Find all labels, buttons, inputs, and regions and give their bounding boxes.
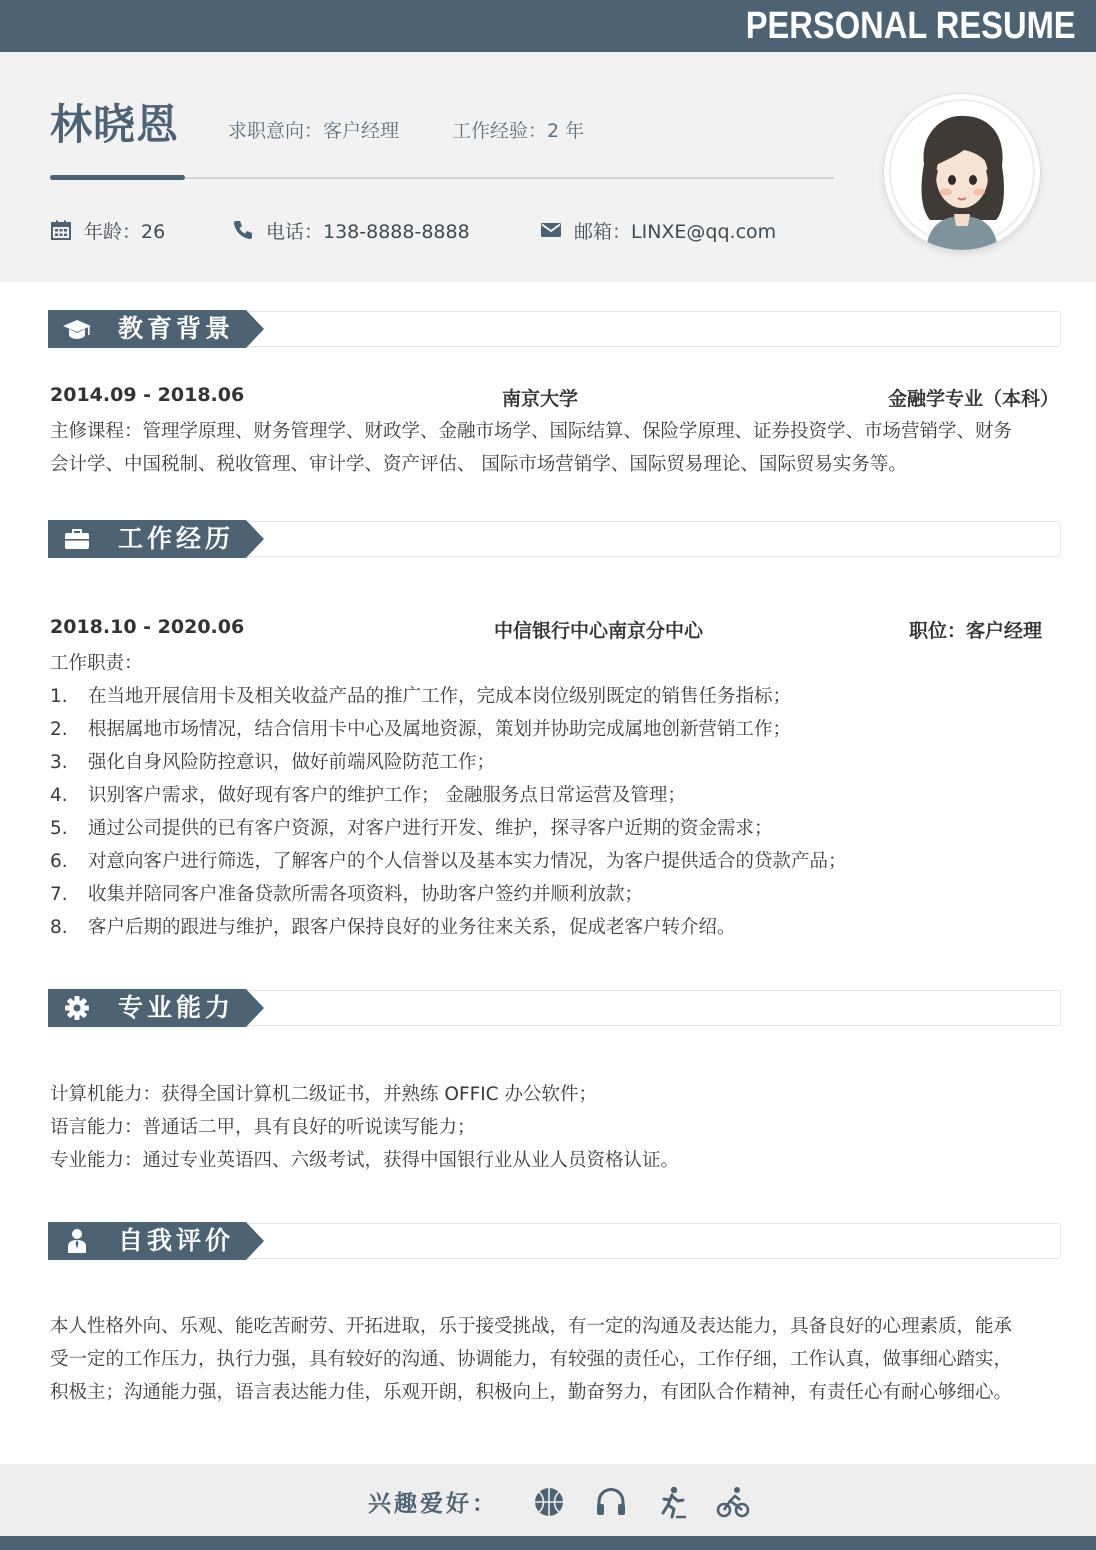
work-duties-label: 工作职责： [50,653,143,674]
hobbies-label: 兴趣爱好： [368,1491,498,1517]
work-experience-years: 工作经验：2 年 [452,120,585,142]
duty-number: 5. [50,818,68,839]
contact-email [540,216,776,244]
duty-number: 6. [50,851,68,872]
duty-number: 7. [50,884,68,905]
duty-text: 客户后期的跟进与维护，跟客户保持良好的业务往来关系，促成老客户转介绍。 [88,917,736,938]
skill-line: 专业能力：通过专业英语四、六级考试，获得中国银行业从业人员资格认证。 [50,1150,680,1171]
headphones-icon [594,1485,628,1519]
header-divider-accent [50,175,185,180]
duty-number: 8. [50,917,68,938]
self-eval-line: 本人性格外向、乐观、能吃苦耐劳、开拓进取，乐于接受挑战，有一定的沟通及表达能力，具备良好的心理素质，能承 [50,1316,1013,1337]
duty-text: 根据属地市场情况，结合信用卡中心及属地资源，策划并协助完成属地创新营销工作； [88,719,792,740]
education-school: 南京大学 [502,388,579,410]
duty-number: 2. [50,719,68,740]
duty-number: 4. [50,785,68,806]
duty-item [50,847,847,873]
work-company: 中信银行中心南京分中心 [494,620,704,642]
resume-title: PERSONAL RESUME [746,5,1076,47]
education-period: 2014.09 - 2018.06 [50,384,245,406]
duty-text: 强化自身风险防控意识，做好前端风险防范工作； [88,752,496,773]
work-position: 职位：客户经理 [909,620,1043,642]
basketball-icon [532,1485,566,1519]
phone-icon [232,219,254,241]
duty-text: 收集并陪同客户准备贷款所需各项资料，协助客户签约并顺利放款； [88,884,644,905]
education-courses-line: 主修课程：管理学原理、财务管理学、财政学、金融市场学、国际结算、保险学原理、证券投资学、市场营销学、财务 [50,421,1013,442]
mail-icon [540,219,562,241]
graduation-cap-icon [62,314,92,344]
duty-item [50,781,686,807]
self-eval-line: 受一定的工作压力，执行力强，具有较好的沟通、协调能力，有较强的责任心，工作仔细，工作认真，做事细心踏实， [50,1349,1013,1370]
section-title-work: 工作经历 [118,524,235,553]
briefcase-icon [62,524,92,554]
duty-item [50,913,736,939]
job-intent: 求职意向：客户经理 [228,120,400,142]
duty-item [50,880,643,906]
contact-age [50,216,165,244]
self-eval-line: 积极主；沟通能力强，语言表达能力佳，乐观开朗，积极向上，勤奋努力，有团队合作精神，有责任心有耐心够细心。 [50,1382,1013,1403]
avatar-illustration [884,94,1040,250]
duty-item [50,715,791,741]
work-period: 2018.10 - 2020.06 [50,616,245,638]
education-major: 金融学专业（本科） [888,388,1060,410]
duty-number: 1. [50,686,68,707]
contact-email-text: 邮箱：LINXE@qq.com [574,220,777,243]
duty-item [50,814,773,840]
section-title-education: 教育背景 [118,314,235,343]
duty-item [50,748,495,774]
duty-text: 在当地开展信用卡及相关收益产品的推广工作，完成本岗位级别既定的销售任务指标； [88,686,792,707]
cycling-icon [716,1485,750,1519]
avatar [884,94,1040,250]
duty-text: 识别客户需求，做好现有客户的维护工作； 金融服务点日常运营及管理； [88,785,686,806]
section-title-self-eval: 自我评价 [118,1226,235,1255]
duty-item [50,682,791,708]
person-icon [62,1226,92,1256]
section-title-skills: 专业能力 [118,993,235,1022]
footer-bar [0,1536,1096,1550]
skill-line: 语言能力：普通话二甲，具有良好的听说读写能力； [50,1117,476,1138]
candidate-name: 林晓恩 [50,100,180,149]
duty-text: 对意向客户进行筛选，了解客户的个人信誉以及基本实力情况，为客户提供适合的贷款产品； [88,851,847,872]
running-icon [656,1485,690,1519]
education-courses-line: 会计学、中国税制、税收管理、审计学、资产评估、 国际市场营销学、国际贸易理论、国际贸易实务等。 [50,454,907,475]
skill-line: 计算机能力：获得全国计算机二级证书，并熟练 OFFIC 办公软件； [50,1084,597,1105]
contact-phone-text: 电话：138-8888-8888 [266,220,470,243]
duty-text: 通过公司提供的已有客户资源，对客户进行开发、维护，探寻客户近期的资金需求； [88,818,773,839]
gear-icon [62,993,92,1023]
duty-number: 3. [50,752,68,773]
calendar-icon [50,219,72,241]
contact-age-text: 年龄：26 [84,220,166,243]
contact-phone [232,216,470,244]
